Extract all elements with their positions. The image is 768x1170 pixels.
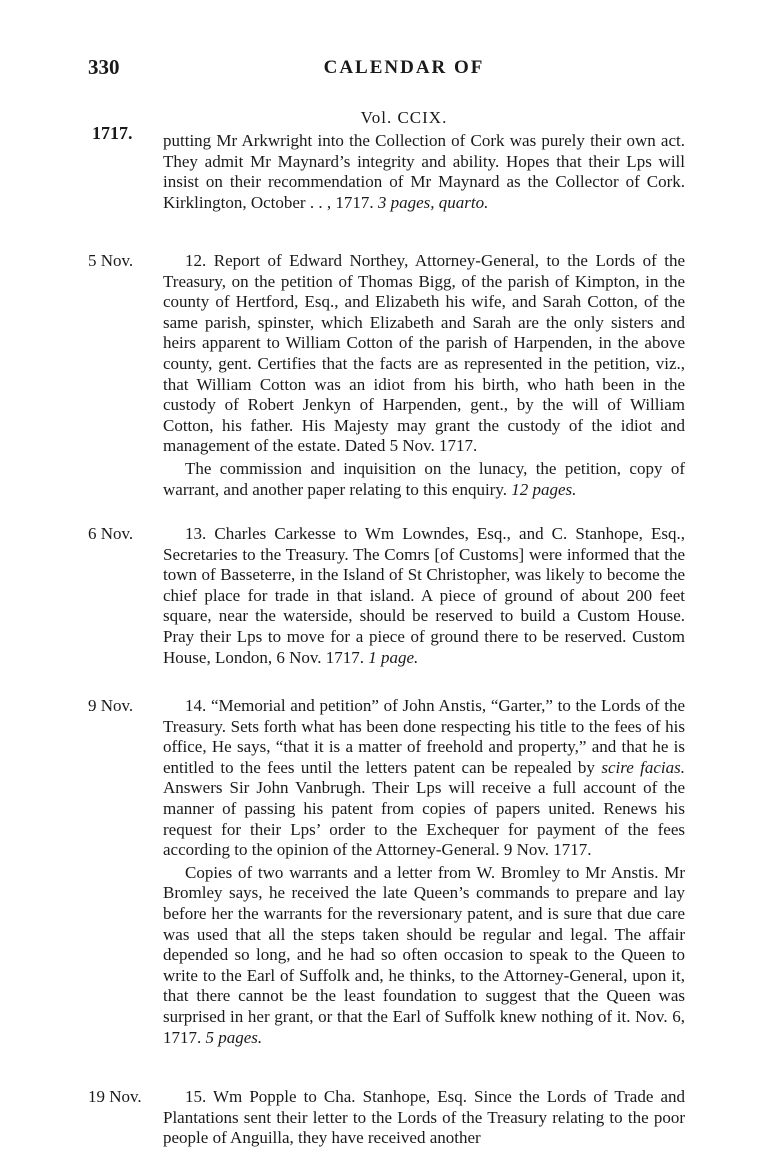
paragraph: The commission and inquisition on the lunacy, the petition, copy of warrant, and another paper relating to this enquiry. 12 pages. xyxy=(163,458,685,499)
entry-15 xyxy=(163,1087,685,1149)
running-head: CALENDAR OF xyxy=(323,57,485,78)
entry-12 xyxy=(163,251,685,500)
entry-date: 6 Nov. xyxy=(88,524,134,543)
entry-date: 5 Nov. xyxy=(88,251,134,270)
entry-continuation xyxy=(163,131,685,213)
page-number: 330 xyxy=(88,55,120,79)
paragraph: putting Mr Arkwright into the Collection of Cork was purely their own act. They admit Mr Maynard’s integrity and ability. Hopes that their Lps will insist on their recommendation of Mr Maynard as the Collector of Cork. Kirklington, October . . , 1717. 3 pages, quarto. xyxy=(163,131,685,212)
paragraph: 15. Wm Popple to Cha. Stanhope, Esq. Since the Lords of Trade and Plantations sent their letter to the Lords of the Treasury relating to the poor people of Anguilla, they have received another xyxy=(163,1087,685,1148)
paragraph: 12. Report of Edward Northey, Attorney-General, to the Lords of the Treasury, on the petition of Thomas Bigg, of the parish of Kimpton, in the county of Hertford, Esq., and Elizabeth his wife, and Sarah Cotton, of the same parish, spinster, which Elizabeth and Sarah are the only sisters and heirs apparent to William Cotton of the parish of Harpenden, in the above county, gent. Certifies that the facts are as represented in the petition, viz., that William Cotton was an idiot from his birth, who hath been in the custody of Robert Jenkyn of Harpenden, gent., by the will of William Cotton, his father. His Majesty may grant the custody of the idiot and management of the estate. Dated 5 Nov. 1717. xyxy=(163,251,685,456)
entry-date: 19 Nov. xyxy=(88,1087,142,1106)
paragraph: Copies of two warrants and a letter from W. Bromley to Mr Anstis. Mr Bromley says, he received the late Queen’s commands to prepare and lay before her the warrants for the reversionary patent, and is sure that due care was used that all the steps taken should be regular and legal. The affair depended so long, and he had so often occasion to speak to the Queen to write to the Earl of Suffolk and, he thinks, to the Attorney-General, upon it, that there cannot be the least foundation to suggest that the Queen was surprised in her grant, or that the Earl of Suffolk knew nothing of it. Nov. 6, 1717. 5 pages. xyxy=(163,862,685,1047)
year-margin: 1717. xyxy=(92,123,133,143)
entry-date: 9 Nov. xyxy=(88,696,134,715)
entry-14 xyxy=(163,696,685,1048)
paragraph: 14. “Memorial and petition” of John Anstis, “Garter,” to the Lords of the Treasury. Sets forth what has been done respecting his title to the fees of his office, He says, “that it is a matter of freehold and property,” and that he is entitled to the fees until the letters patent can be repealed by scire facias. Answers Sir John Vanbrugh. Their Lps will receive a full account of the manner of passing his patent from copies of papers united. Renews his request for their Lps’ order to the Exchequer for payment of the fees according to the opinion of the Attorney-General. 9 Nov. 1717. xyxy=(163,696,685,860)
volume-heading: Vol. CCIX. xyxy=(360,108,448,127)
paragraph: 13. Charles Carkesse to Wm Lowndes, Esq., and C. Stanhope, Esq., Secretaries to the Treasury. The Comrs [of Customs] were informed that the town of Basseterre, in the Island of St Christopher, was likely to become the chief place for trade in that island. A piece of ground of about 200 feet square, near the waterside, should be reserved to build a Custom House. Pray their Lps to move for a piece of ground there to be reserved. Custom House, London, 6 Nov. 1717. 1 page. xyxy=(163,524,685,667)
entry-13 xyxy=(163,524,685,668)
